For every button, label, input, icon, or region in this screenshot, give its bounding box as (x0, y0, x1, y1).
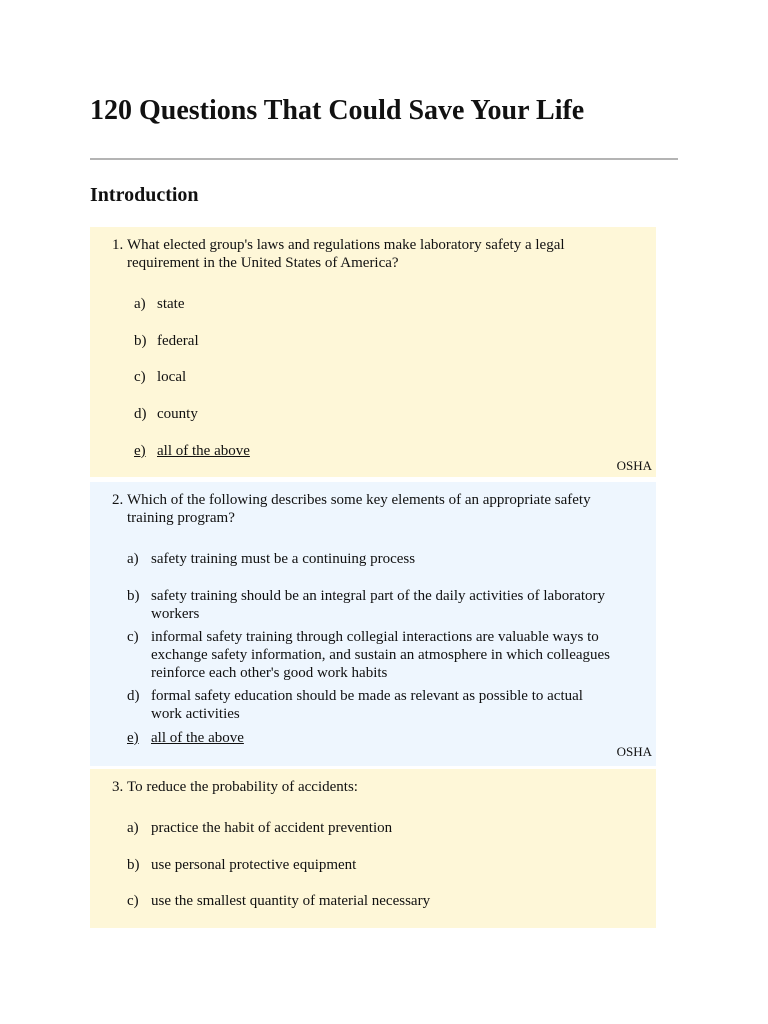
option-text: safety training must be a continuing process (151, 551, 416, 567)
question-2-text (112, 491, 616, 527)
title-divider (90, 158, 678, 160)
option-text: practice the habit of accident prevention (151, 820, 393, 836)
source-label: OSHA (616, 458, 652, 473)
option-text: use personal protective equipment (151, 857, 357, 873)
option-letter: b) (127, 857, 140, 873)
question-3-text (112, 778, 616, 796)
option-text: all of the above (151, 730, 244, 746)
option-letter: c) (127, 629, 139, 645)
option-letter: e) (134, 443, 146, 459)
option-letter: e) (127, 730, 139, 746)
page-title: 120 Questions That Could Save Your Life (90, 95, 585, 126)
option-letter: d) (134, 406, 147, 422)
option-text: all of the above (157, 443, 250, 459)
question-3-card (90, 769, 656, 928)
question-text: Which of the following describes some key elements of an appropriate safety training program? (127, 492, 591, 526)
option-text: state (157, 296, 185, 312)
option-text: informal safety training through collegial interactions are valuable ways to exchange safety information, and sustain an atmosphere in which colleagues reinforce each other's good work habits (151, 629, 611, 681)
option-text: local (157, 369, 187, 385)
option-text: federal (157, 333, 199, 349)
option-letter: c) (127, 893, 139, 909)
question-2-card (90, 482, 656, 766)
option-text: use the smallest quantity of material necessary (151, 893, 431, 909)
question-number: 3. (112, 779, 124, 795)
option-letter: a) (127, 551, 139, 567)
question-text: What elected group's laws and regulations make laboratory safety a legal requirement in the United States of America? (127, 237, 565, 271)
option-text: formal safety education should be made as relevant as possible to actual work activities (151, 688, 583, 722)
source-label: OSHA (616, 744, 652, 759)
option-letter: a) (127, 820, 139, 836)
option-letter: d) (127, 688, 140, 704)
option-letter: a) (134, 296, 146, 312)
question-number: 1. (112, 237, 124, 253)
question-1-text (112, 236, 616, 272)
option-letter: b) (127, 588, 140, 604)
option-letter: c) (134, 369, 146, 385)
option-letter: b) (134, 333, 147, 349)
question-1-card (90, 227, 656, 477)
option-text: safety training should be an integral part of the daily activities of laboratory workers (151, 588, 606, 622)
question-number: 2. (112, 492, 124, 508)
section-heading: Introduction (90, 184, 199, 206)
option-text: county (157, 406, 198, 422)
question-text: To reduce the probability of accidents: (127, 779, 358, 795)
